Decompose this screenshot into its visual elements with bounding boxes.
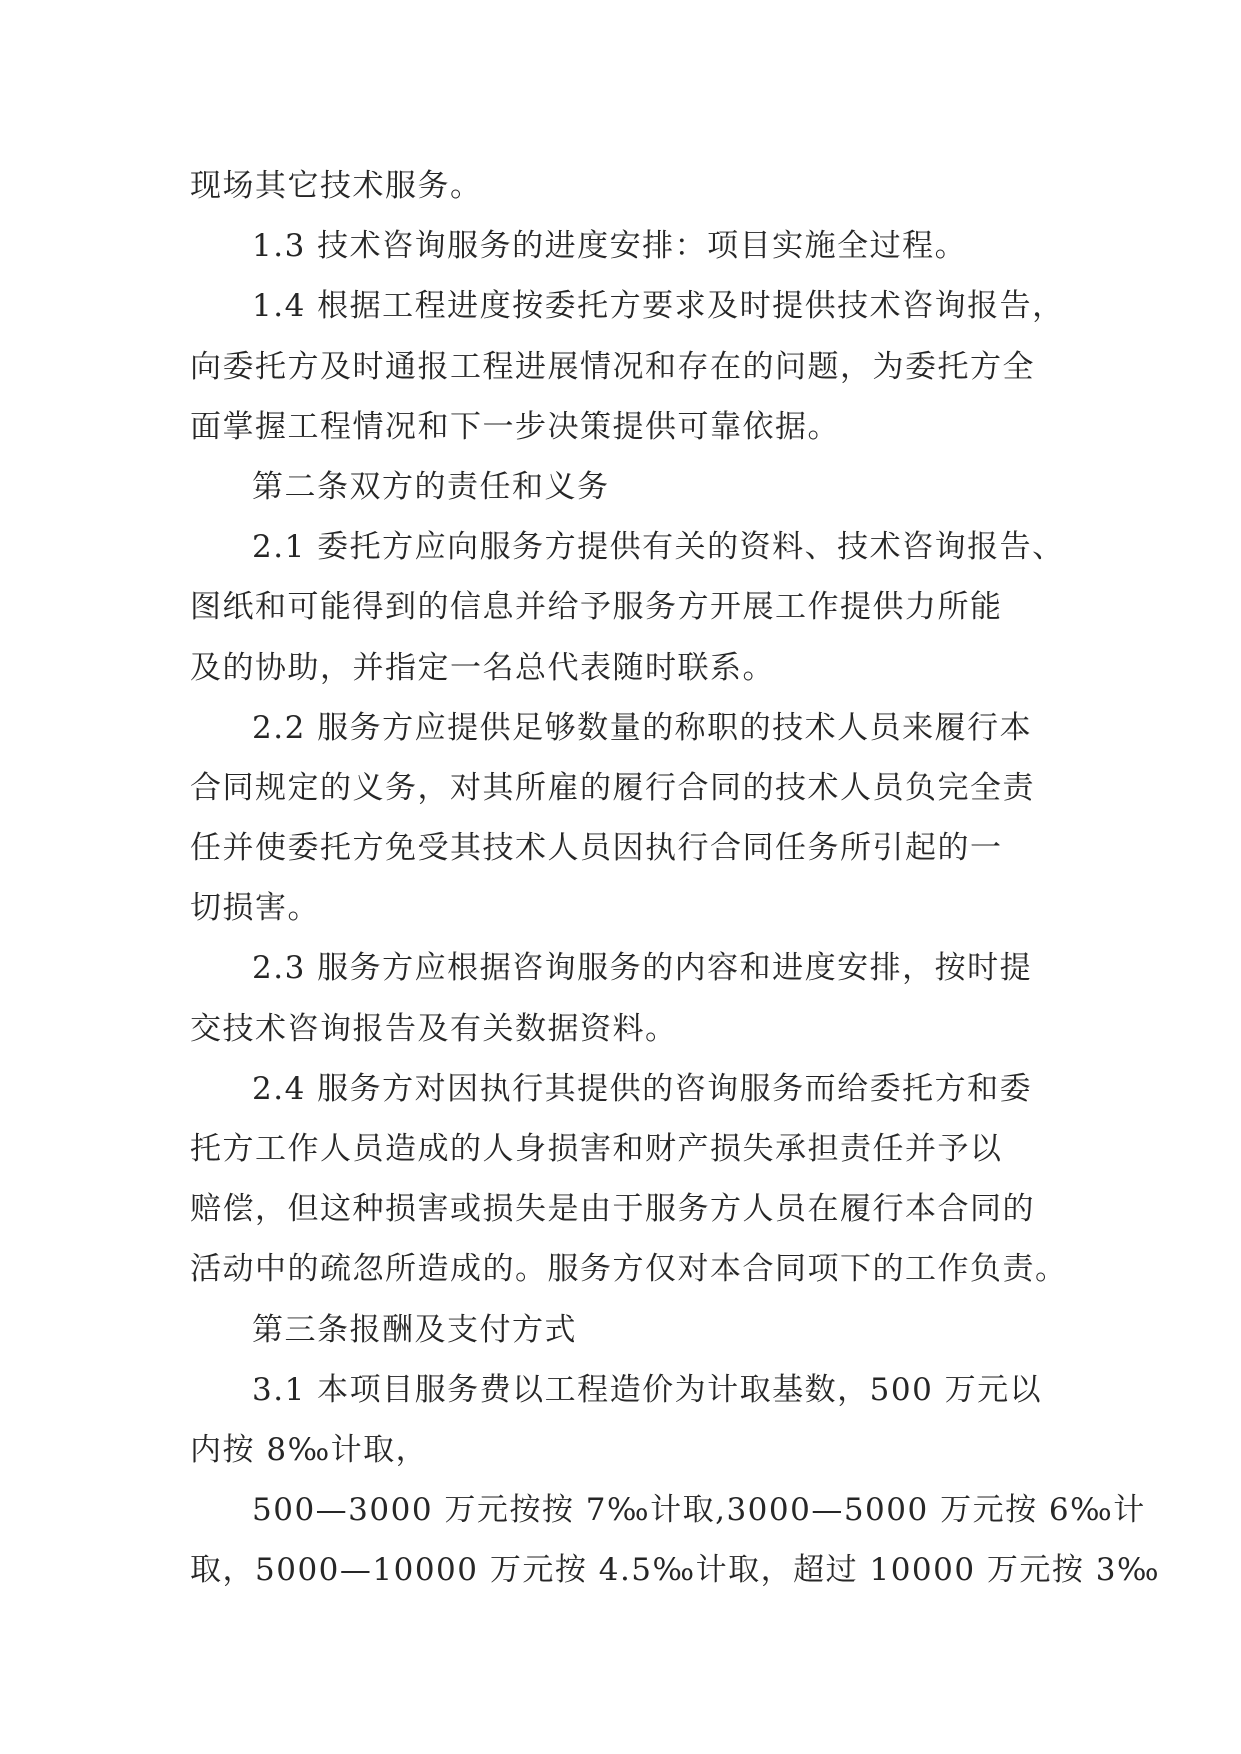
clause-2-1: 2.1 委托方应向服务方提供有关的资料、技术咨询报告、 [252, 529, 1065, 566]
text-line: 赔偿，但这种损害或损失是由于服务方人员在履行本合同的 [190, 1191, 1035, 1228]
text-line: 图纸和可能得到的信息并给予服务方开展工作提供力所能 [190, 589, 1003, 626]
document-body [190, 156, 1161, 1601]
text-line: 合同规定的义务，对其所雇的履行合同的技术人员负完全责 [190, 769, 1035, 806]
text-line: 活动中的疏忽所造成的。服务方仅对本合同项下的工作负责。 [190, 1251, 1068, 1288]
text-line: 内按 8‰计取， [190, 1431, 429, 1468]
text-line: 交技术咨询报告及有关数据资料。 [190, 1010, 678, 1047]
text-line: 面掌握工程情况和下一步决策提供可靠依据。 [190, 408, 840, 445]
clause-1-4: 1.4 根据工程进度按委托方要求及时提供技术咨询报告， [252, 288, 1065, 325]
section-heading-article-3: 第三条报酬及支付方式 [252, 1311, 577, 1348]
text-line: 现场其它技术服务。 [190, 168, 483, 204]
text-line: 500—3000 万元按按 7‰计取,3000—5000 万元按 6‰计 [252, 1492, 1146, 1529]
clause-2-3: 2.3 服务方应根据咨询服务的内容和进度安排，按时提 [252, 950, 1033, 987]
text-line: 切损害。 [190, 890, 320, 927]
clause-1-3: 1.3 技术咨询服务的进度安排：项目实施全过程。 [252, 228, 968, 265]
text-line: 取，5000—10000 万元按 4.5‰计取，超过 10000 万元按 3‰ [190, 1552, 1161, 1589]
text-line: 托方工作人员造成的人身损害和财产损失承担责任并予以 [190, 1131, 1003, 1167]
clause-2-4: 2.4 服务方对因执行其提供的咨询服务而给委托方和委 [252, 1070, 1033, 1107]
text-line: 任并使委托方免受其技术人员因执行合同任务所引起的一 [190, 830, 1003, 867]
clause-2-2: 2.2 服务方应提供足够数量的称职的技术人员来履行本 [252, 709, 1033, 746]
text-line: 及的协助，并指定一名总代表随时联系。 [190, 649, 775, 686]
clause-3-1: 3.1 本项目服务费以工程造价为计取基数，500 万元以 [252, 1371, 1043, 1408]
text-line: 向委托方及时通报工程进展情况和存在的问题，为委托方全 [190, 348, 1035, 385]
section-heading-article-2: 第二条双方的责任和义务 [252, 468, 610, 505]
